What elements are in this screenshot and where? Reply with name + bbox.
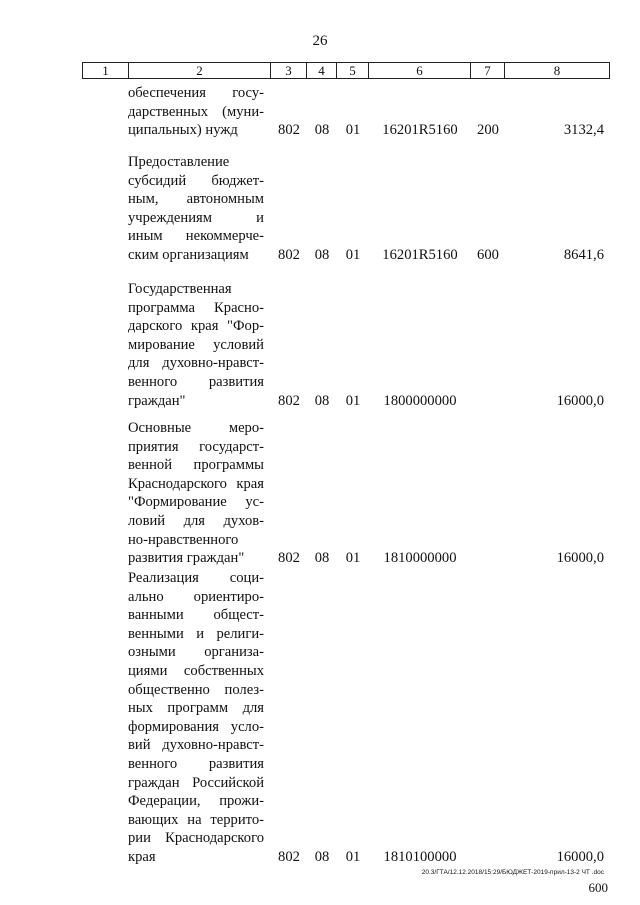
cell-col5: 01 — [345, 550, 361, 567]
description-line: рии Краснодарского — [128, 830, 264, 847]
description-line: венного развития — [128, 373, 264, 390]
cell-col7: 200 — [477, 122, 499, 139]
cell-col8: 16000,0 — [556, 550, 604, 567]
cell-col4: 08 — [314, 550, 330, 567]
description-line: граждан Российской — [128, 774, 264, 791]
page-number: 26 — [312, 33, 328, 49]
cell-col3: 802 — [278, 550, 300, 567]
cell-col7: 600 — [477, 247, 499, 263]
description-line: дарского края "Фор- — [128, 318, 264, 335]
column-header-1: 1 — [83, 63, 129, 78]
cell-col8: 16000,0 — [556, 392, 604, 409]
description-line: вий духовно-нравст- — [128, 737, 264, 754]
description-line: Реализация соци- — [128, 570, 264, 586]
description-line: обеспечения госу- — [128, 85, 264, 101]
cell-col5: 01 — [345, 247, 361, 263]
description-line: для духовно-нравст- — [128, 355, 264, 372]
description-line: венной программы — [128, 457, 264, 474]
row-description — [128, 153, 264, 265]
cell-col4: 08 — [314, 849, 330, 865]
description-line: циями собственных — [128, 662, 264, 679]
description-line: общественно полез- — [128, 681, 264, 698]
description-line: Основные меро- — [128, 420, 264, 436]
cell-col3: 802 — [278, 849, 300, 865]
description-line: учреждениям и — [128, 209, 264, 226]
description-line: формирования усло- — [128, 718, 264, 735]
cell-col3: 802 — [278, 122, 300, 139]
description-line: развития граждан" — [128, 550, 245, 567]
cell-col6: 1810000000 — [383, 550, 457, 567]
cell-col4: 08 — [314, 392, 330, 409]
description-line: ным, автономным — [128, 191, 264, 208]
cell-col8: 3132,4 — [563, 122, 604, 139]
cell-col6: 1810100000 — [383, 849, 457, 865]
row-description — [128, 569, 264, 867]
column-header-4: 4 — [307, 63, 337, 78]
cell-col6: 16201R5160 — [382, 122, 458, 139]
row-description — [128, 419, 264, 568]
sheet-number: 600 — [588, 880, 608, 895]
document-code: 20.3/ГТА/12.12.2018/15:29/БЮДЖЕТ-2019-прил-13-2 ЧТ .doc — [421, 869, 604, 876]
row-description — [128, 280, 264, 410]
description-line: мирование условий — [128, 336, 264, 353]
cell-col8: 16000,0 — [556, 849, 604, 865]
cell-col3: 802 — [278, 247, 300, 263]
description-line: ально ориентиро- — [128, 588, 264, 605]
description-line: вающих на террито- — [128, 811, 264, 828]
description-line: граждан" — [128, 392, 186, 409]
description-line: озными организа- — [128, 644, 264, 661]
cell-col5: 01 — [345, 122, 361, 139]
description-line: ных программ для — [128, 700, 264, 717]
description-line: венного развития — [128, 755, 264, 772]
column-header-7: 7 — [471, 63, 505, 78]
description-line: "Формирование ус- — [128, 494, 264, 511]
column-header-2: 2 — [129, 63, 271, 78]
description-line: но-нравственного — [128, 531, 239, 548]
column-header-6: 6 — [369, 63, 471, 78]
cell-col4: 08 — [314, 247, 330, 263]
description-line: субсидий бюджет- — [128, 172, 264, 189]
column-header-8: 8 — [553, 63, 561, 78]
description-line: дарственных (муни- — [128, 103, 264, 120]
description-line: иным некоммерче- — [128, 228, 264, 245]
description-line: венными и религи- — [128, 625, 264, 642]
cell-col6: 16201R5160 — [382, 247, 458, 263]
description-line: ловий для духов- — [128, 512, 264, 529]
description-line: ванными общест- — [128, 607, 264, 624]
description-line: Краснодарского края — [128, 475, 264, 492]
cell-col5: 01 — [345, 392, 361, 409]
cell-col3: 802 — [278, 392, 300, 409]
cell-col5: 01 — [345, 849, 361, 865]
cell-col6: 1800000000 — [383, 392, 457, 409]
description-line: программа Красно- — [128, 299, 264, 316]
column-header-row — [82, 62, 610, 79]
description-line: ципальных) нужд — [128, 122, 238, 139]
description-line: Федерации, прожи- — [128, 793, 264, 810]
description-line: Государственная — [128, 281, 232, 297]
row-description — [128, 84, 264, 140]
column-header-5: 5 — [337, 63, 369, 78]
cell-col8: 8641,6 — [563, 247, 604, 263]
description-line: Предоставление — [128, 154, 230, 170]
column-header-3: 3 — [271, 63, 307, 78]
cell-col4: 08 — [314, 122, 330, 139]
description-line: края — [128, 848, 156, 865]
description-line: приятия государст- — [128, 438, 264, 455]
description-line: ским организациям — [128, 246, 249, 263]
